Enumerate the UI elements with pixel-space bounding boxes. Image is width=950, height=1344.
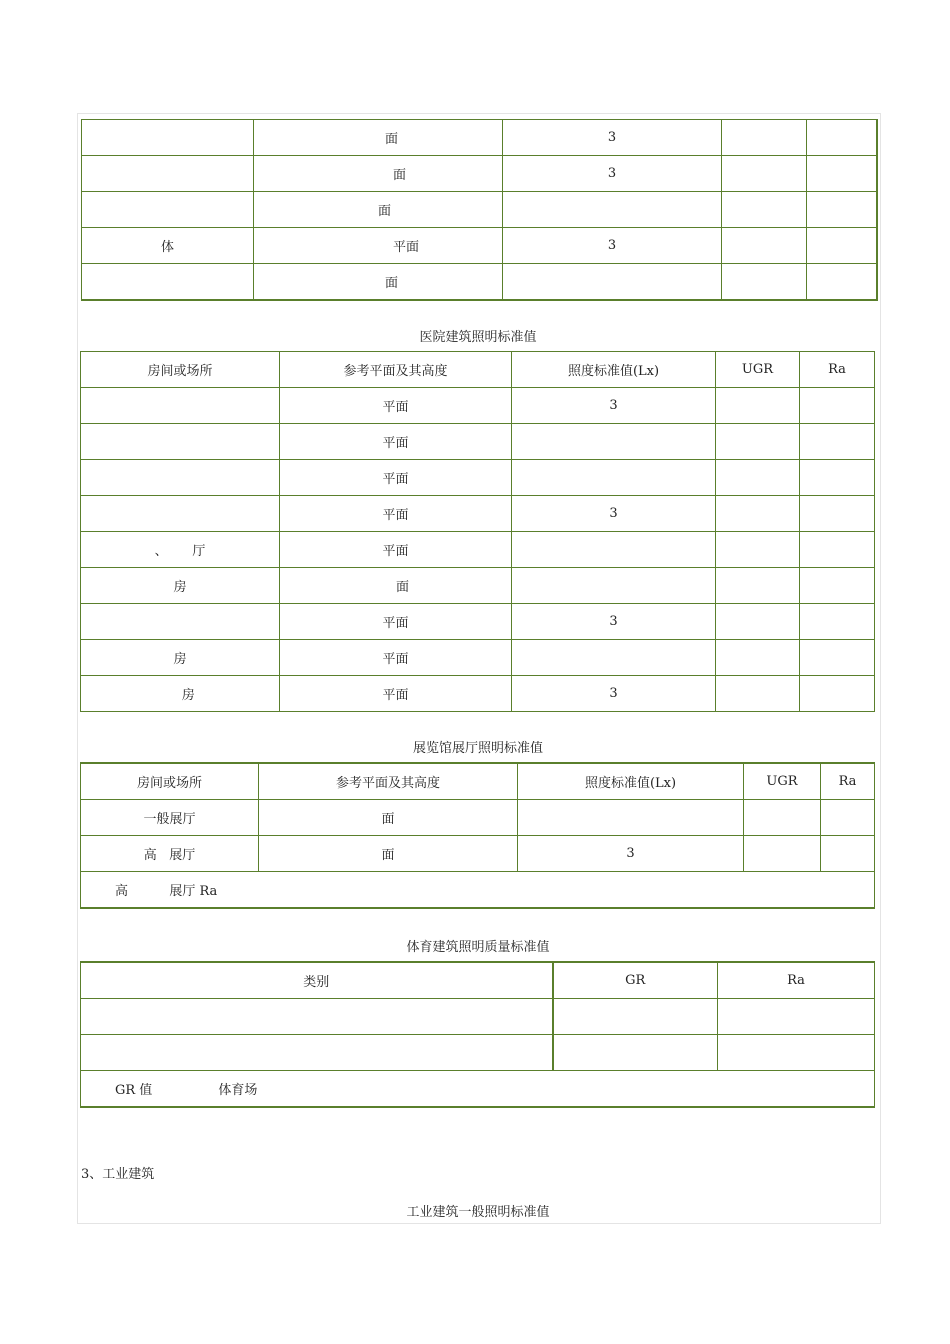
- table-cell: [81, 604, 280, 640]
- table-cell: [82, 264, 254, 301]
- table-cell: [722, 192, 807, 228]
- table-cell: 3: [503, 120, 722, 156]
- table-cell: [722, 264, 807, 301]
- table-cell: 面: [254, 156, 503, 192]
- table-row: [81, 640, 875, 676]
- table-cell: 面: [254, 120, 503, 156]
- column-header: Ra: [821, 763, 875, 800]
- table-cell: 平面: [280, 460, 512, 496]
- table-cell: [716, 496, 800, 532]
- table-cell: 3: [512, 388, 716, 424]
- table-cell: 一般展厅: [81, 800, 259, 836]
- table-note: 高 展厅 Ra: [81, 872, 875, 909]
- table-cell: [716, 568, 800, 604]
- table-cell: [807, 120, 877, 156]
- column-header: 照度标准值(Lx): [512, 352, 716, 388]
- table-cell: 平面: [280, 676, 512, 712]
- table-row: [81, 388, 875, 424]
- table-header-row: [81, 352, 875, 388]
- table-cell: [512, 568, 716, 604]
- table-cell: [800, 676, 875, 712]
- table-cell: [722, 120, 807, 156]
- table-cell: 平面: [280, 424, 512, 460]
- table-row: [81, 568, 875, 604]
- table-row: [82, 120, 877, 156]
- table-cell: [81, 999, 553, 1035]
- table-cell: [800, 640, 875, 676]
- table-cell: [553, 999, 718, 1035]
- table-row: [82, 192, 877, 228]
- hospital-table-title: 医院建筑照明标准值: [419, 330, 537, 345]
- table-row: [81, 800, 875, 836]
- table-cell: [800, 424, 875, 460]
- table-cell: [807, 228, 877, 264]
- table-cell: [512, 424, 716, 460]
- table-cell: 平面: [280, 496, 512, 532]
- table-cell: 平面: [280, 604, 512, 640]
- table-cell: 平面: [280, 532, 512, 568]
- table-cell: [518, 800, 744, 836]
- table-row: [81, 676, 875, 712]
- table-cell: [82, 156, 254, 192]
- column-header: 照度标准值(Lx): [518, 763, 744, 800]
- column-header: GR: [553, 962, 718, 999]
- table-cell: 3: [512, 604, 716, 640]
- table-cell: [807, 192, 877, 228]
- table-cell: 面: [259, 836, 518, 872]
- table-cell: 3: [503, 228, 722, 264]
- table-cell: [553, 1035, 718, 1071]
- table-cell: [512, 532, 716, 568]
- table-cell: [716, 640, 800, 676]
- table-cell: 房: [81, 676, 280, 712]
- table-cell: [512, 460, 716, 496]
- column-header: 房间或场所: [81, 352, 280, 388]
- table-cell: [81, 496, 280, 532]
- table-cell: [800, 388, 875, 424]
- table-cell: [718, 1035, 875, 1071]
- exhibition-table-title: 展览馆展厅照明标准值: [412, 741, 543, 756]
- continued-table: [81, 119, 878, 301]
- table-cell: 3: [503, 156, 722, 192]
- table-row: [81, 836, 875, 872]
- table-cell: 体: [82, 228, 254, 264]
- table-cell: [744, 836, 821, 872]
- table-cell: 房: [81, 640, 280, 676]
- table-note-row: [81, 1071, 875, 1108]
- table-note: GR 值 体育场: [81, 1071, 875, 1108]
- table-cell: 面: [259, 800, 518, 836]
- table-row: [81, 532, 875, 568]
- table-row: [81, 424, 875, 460]
- table-cell: 平面: [254, 228, 503, 264]
- table-cell: [716, 460, 800, 496]
- table-cell: [512, 640, 716, 676]
- column-header: 参考平面及其高度: [259, 763, 518, 800]
- exhibition-lighting-table: [80, 762, 875, 909]
- table-row: [82, 264, 877, 301]
- column-header: Ra: [718, 962, 875, 999]
- table-cell: 3: [512, 676, 716, 712]
- table-cell: 3: [518, 836, 744, 872]
- section-heading: 3、工业建筑: [81, 1167, 155, 1182]
- table-cell: [821, 836, 875, 872]
- table-cell: 平面: [280, 388, 512, 424]
- table-cell: 面: [254, 264, 503, 301]
- table-cell: 、 厅: [81, 532, 280, 568]
- table-header-row: [81, 962, 875, 999]
- table-cell: [821, 800, 875, 836]
- table-cell: [722, 228, 807, 264]
- table-row: [81, 999, 875, 1035]
- column-header: 房间或场所: [81, 763, 259, 800]
- table-cell: 面: [280, 568, 512, 604]
- table-cell: [81, 424, 280, 460]
- column-header: Ra: [800, 352, 875, 388]
- table-cell: [716, 676, 800, 712]
- table-cell: [81, 460, 280, 496]
- table-cell: [82, 192, 254, 228]
- table-row: [81, 1035, 875, 1071]
- table-cell: [800, 460, 875, 496]
- table-cell: [807, 156, 877, 192]
- table-cell: [81, 1035, 553, 1071]
- table-cell: [718, 999, 875, 1035]
- table-cell: [716, 532, 800, 568]
- table-row: [81, 460, 875, 496]
- table-cell: [800, 496, 875, 532]
- column-header: 类别: [81, 962, 553, 999]
- sports-lighting-table: [80, 961, 875, 1108]
- column-header: UGR: [744, 763, 821, 800]
- table-cell: [716, 424, 800, 460]
- sports-table-title: 体育建筑照明质量标准值: [406, 940, 550, 955]
- table-cell: [503, 264, 722, 301]
- table-cell: [81, 388, 280, 424]
- table-cell: 面: [254, 192, 503, 228]
- table-cell: 房: [81, 568, 280, 604]
- table-header-row: [81, 763, 875, 800]
- table-cell: [800, 532, 875, 568]
- table-row: [82, 228, 877, 264]
- table-cell: [716, 388, 800, 424]
- table-row: [82, 156, 877, 192]
- table-cell: [800, 568, 875, 604]
- table-cell: 3: [512, 496, 716, 532]
- table-cell: [503, 192, 722, 228]
- hospital-lighting-table: [80, 351, 875, 712]
- table-cell: [744, 800, 821, 836]
- table-row: [81, 496, 875, 532]
- table-row: [81, 604, 875, 640]
- table-cell: [82, 120, 254, 156]
- column-header: UGR: [716, 352, 800, 388]
- table-cell: 平面: [280, 640, 512, 676]
- table-cell: [716, 604, 800, 640]
- table-cell: [722, 156, 807, 192]
- table-cell: 高 展厅: [81, 836, 259, 872]
- column-header: 参考平面及其高度: [280, 352, 512, 388]
- table-note-row: [81, 872, 875, 909]
- industrial-table-title: 工业建筑一般照明标准值: [406, 1205, 550, 1220]
- table-cell: [807, 264, 877, 301]
- table-cell: [800, 604, 875, 640]
